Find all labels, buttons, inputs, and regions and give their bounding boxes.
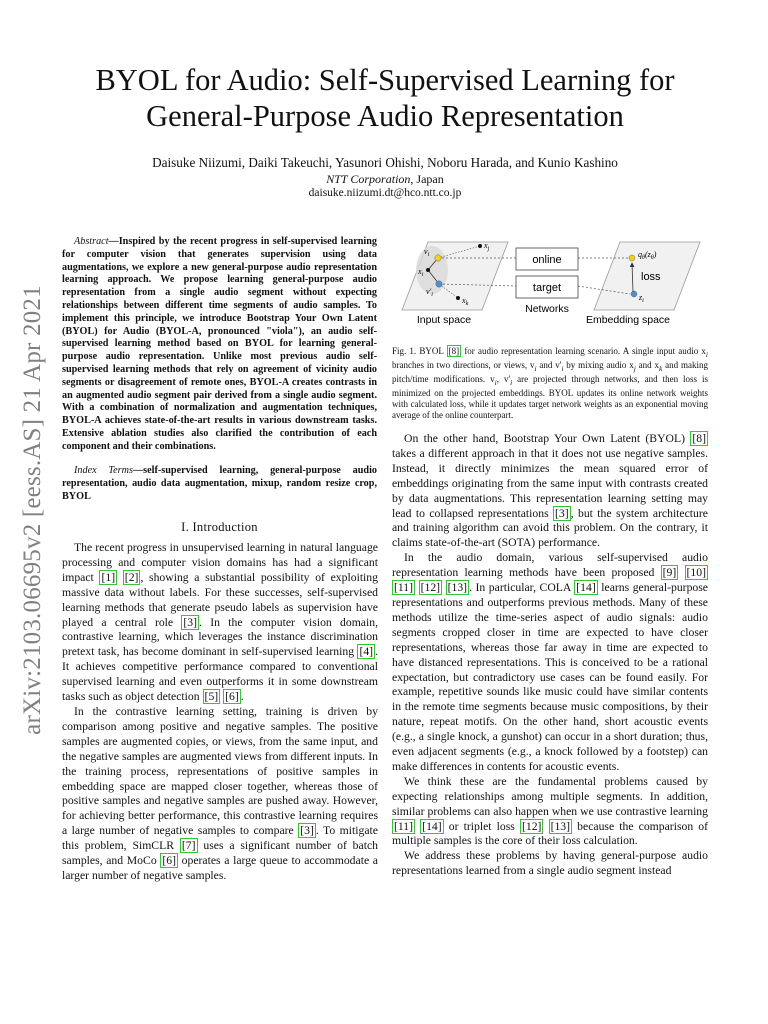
loss-label: loss <box>641 271 661 283</box>
text-run: because the comparison of multiple samples is the core of their loss calculation. <box>392 819 709 848</box>
label-q-theta: $q_\theta(z_\theta)$ <box>638 250 657 261</box>
caption-text: branches in two directions, or views, v <box>392 359 535 370</box>
citation-link[interactable]: [12] <box>420 581 441 595</box>
input-space-label: Input space <box>416 314 472 326</box>
text-run <box>543 820 548 833</box>
caption-text: , v' <box>496 373 511 384</box>
text-run: , but the system architecture and training algorithm can avoid this problem. On the contrary, it claims state-of-the-art (SOTA) performance. <box>392 506 708 550</box>
paragraph <box>392 849 708 879</box>
citation-link[interactable]: [13] <box>447 581 468 595</box>
citation-link[interactable]: [14] <box>576 581 596 595</box>
paragraph <box>392 432 708 551</box>
caption-subscript: i <box>534 363 537 373</box>
affiliation-org: NTT Corporation <box>326 172 411 186</box>
paragraph <box>392 551 708 775</box>
email: daisuke.niizumi.dt@hco.ntt.co.jp <box>308 187 462 199</box>
text-run: We address these problems by having general-purpose audio representations learned from a single audio segment instead <box>392 849 708 878</box>
text-run <box>678 566 684 579</box>
citation-link[interactable]: [6] <box>162 854 176 868</box>
abstract-text: —Inspired by the recent progress in self-supervised learning for computer vision that generates supervision using data augmentations, we explore a new general-purpose audio representation learning approach. We propose learning general-purpose audio representation from a single audio segment without expecting relationships between different time segments of audio samples. To implement this principle, we introduce Bootstrap Your Own Latent (BYOL) for Audio (BYOL-A, pronounced "viola"), an audio self-supervised learning method based on BYOL for learning general-purpose audio representation. Unlike most previous audio self-supervised learning methods that rely on agreement of vicinity audio segments or disagreement of remote ones, BYOL-A creates contrasts in an augmented audio segment pair derived from a single audio segment. With a combination of normalization and augmentation techniques, BYOL-A achieves state-of-the-art results in various downstream tasks. Extensive ablation studies also clarified the contribution of each component and their combinations. <box>62 236 377 452</box>
caption-text: and making pitch/time modifications. v <box>392 359 708 384</box>
paragraph <box>392 775 708 850</box>
text-run: uses a significant number of batch samples, and MoCo <box>62 839 378 868</box>
point-vi <box>435 255 441 261</box>
citation-link[interactable]: [6] <box>225 690 239 704</box>
arxiv-stamp: arXiv:2103.06695v2 [eess.AS] 21 Apr 2021 <box>19 285 46 735</box>
section-heading: I. Introduction <box>181 520 258 534</box>
caption-text: Fig. 1. BYOL <box>392 346 447 356</box>
text-run: takes a different approach in that it does not use negative samples. Instead, it directly minimizes the mean squared error of embeddings originating from the same input with contrasts created by data augmentations. This representation learning setting may lead to collapsed representations <box>392 446 708 520</box>
point-z <box>631 291 637 297</box>
right-column-body <box>392 432 708 879</box>
text-run: In the contrastive learning setting, training is driven by comparison among positive and negative samples. The positive samples are augmented copies, or views, from the same input, and the negative samples are augmented views from different inputs. In the training process, representations of positive samples in embedding space are mapped closer together, whereas those of positive samples and negative samples are pushed away. However, for achieving better performance, this contrastive learning requires a large number of negative samples to compare <box>62 704 378 838</box>
citation-link[interactable]: [8] <box>692 432 706 445</box>
citation-link[interactable]: [3] <box>300 824 314 838</box>
label-xj: $x_j$ <box>484 241 490 252</box>
figure-1-caption <box>392 346 708 421</box>
citation-link[interactable]: [4] <box>359 645 374 659</box>
citation-link[interactable]: [5] <box>204 690 219 704</box>
citation-link[interactable]: [2] <box>124 570 139 584</box>
text-run: The recent progress in unsupervised learning in natural language processing and computer vision domains has had a significant impact <box>62 541 378 584</box>
text-run: or triplet loss <box>443 819 520 833</box>
point-q <box>629 255 635 261</box>
authors: Daisuke Niizumi, Daiki Takeuchi, Yasunori Ohishi, Noboru Harada, and Kunio Kashino <box>152 155 618 170</box>
label-xi: $x_i$ <box>418 267 424 278</box>
networks-label: Networks <box>525 303 569 315</box>
citation-link[interactable]: [12] <box>521 819 542 833</box>
abstract <box>62 236 377 454</box>
index-terms-label: Index Terms <box>74 465 133 476</box>
label-vi-prime: $v'_i$ <box>426 287 433 298</box>
caption-subscript: i <box>494 377 497 387</box>
text-run: operates a large queue to accommodate a larger number of negative samples. <box>62 854 378 882</box>
citation-link[interactable]: [7] <box>181 839 196 853</box>
caption-subscript: k <box>659 363 663 373</box>
point-xk <box>456 296 460 300</box>
point-xj <box>478 244 482 248</box>
caption-text: and v' <box>536 359 562 370</box>
point-vi-prime <box>436 281 442 287</box>
citation-link[interactable]: [9] <box>662 566 677 580</box>
citation-link[interactable]: [3] <box>555 506 569 520</box>
target-label: target <box>532 282 562 294</box>
paragraph <box>62 705 378 884</box>
label-vi: $v_i$ <box>424 247 430 258</box>
text-run: . To mitigate this problem, SimCLR <box>62 824 378 853</box>
paragraph <box>62 541 378 705</box>
caption-subscript: i <box>561 363 564 373</box>
index-terms <box>62 465 377 503</box>
text-run <box>117 571 123 584</box>
text-run: We think these are the fundamental problems caused by expecting relationships among multiple segments. In addition, similar problems can also happen when we use contrastive learning <box>392 774 708 818</box>
caption-text: and x <box>635 359 659 370</box>
text-run: , showing a substantial possibility of exploiting massive data without labels. For these successes, self-supervised learning methods that generate pseudo labels as supervision have played a central role <box>62 570 378 629</box>
text-run: . In particular, COLA <box>469 581 575 595</box>
caption-text: are projected through networks, and then loss is minimized on the projected embeddings. BYOL updates its online network weights with calculated loss, while it updates target network weights as an exponential moving average of the online counterpart. <box>392 373 708 420</box>
citation-link[interactable]: [13] <box>550 819 571 833</box>
citation-link[interactable]: [10] <box>686 566 706 580</box>
figure-1-diagram <box>398 236 704 330</box>
caption-subscript: i <box>705 349 709 359</box>
text-run: On the other hand, Bootstrap Your Own Latent (BYOL) <box>404 432 691 445</box>
citation-link[interactable]: [3] <box>183 615 198 629</box>
left-column-body <box>62 541 378 884</box>
caption-subscript: j <box>633 363 636 373</box>
caption-subscript: i <box>510 377 513 387</box>
text-run: . It achieves competitive performance compared to conventional supervised learning and even outperforms it in some downstream tasks such as object detection <box>62 645 378 704</box>
citation-link[interactable]: [1] <box>101 570 116 584</box>
citation-link[interactable]: [11] <box>394 581 414 595</box>
text-run: . <box>240 690 244 704</box>
text-run: In the audio domain, various self-supervised audio representation learning methods have been proposed <box>392 551 708 580</box>
citation-link[interactable]: [11] <box>394 819 414 833</box>
paper-title: BYOL for Audio: Self-Supervised Learning for General-Purpose Audio Representation <box>95 63 675 133</box>
affiliation <box>60 172 710 187</box>
text-run: learns general-purpose representations and outperforms previous methods. Many of these methods utilize the time-series aspect of audio signals: audio segments cropped closer in time are expected to have closer representations, whereas those far away in time are expected to have distanced representations. This is conceived to be a rational expectation, but contradictory use cases can be found easily. For example, repetitive sounds like music could have similar contents in the remote time segments because music compositions, by their nature, repeat motifs. On the other hand, short acoustic events (e.g., a single knock, a gunshot) can occur in a short duration; thus, even adjacent segments (e.g., a knock followed by a footstep) can make differences in contents for acoustic events. <box>392 581 708 773</box>
online-label: online <box>532 254 562 266</box>
affiliation-country: , Japan <box>410 172 444 186</box>
label-z-i: $z_i$ <box>639 293 644 304</box>
point-xi <box>426 268 430 272</box>
caption-text: by mixing audio x <box>563 359 634 370</box>
citation-link[interactable]: [14] <box>422 819 442 833</box>
abstract-label: Abstract <box>74 236 109 247</box>
embedding-space-label: Embedding space <box>585 314 671 326</box>
label-xk: $x_k$ <box>462 296 469 307</box>
text-run: . In the computer vision domain, contrastive learning, which leverages the instance discrimination pretext task, has become dominant in self-supervised learning <box>62 615 379 659</box>
caption-text: for audio representation learning scenario. A single input audio x <box>461 346 706 356</box>
citation-link[interactable]: [8] <box>448 346 460 356</box>
index-terms-text: —self-supervised learning, general-purpose audio representation, audio data augmentation, mixup, random resize crop, BYOL <box>62 465 377 502</box>
